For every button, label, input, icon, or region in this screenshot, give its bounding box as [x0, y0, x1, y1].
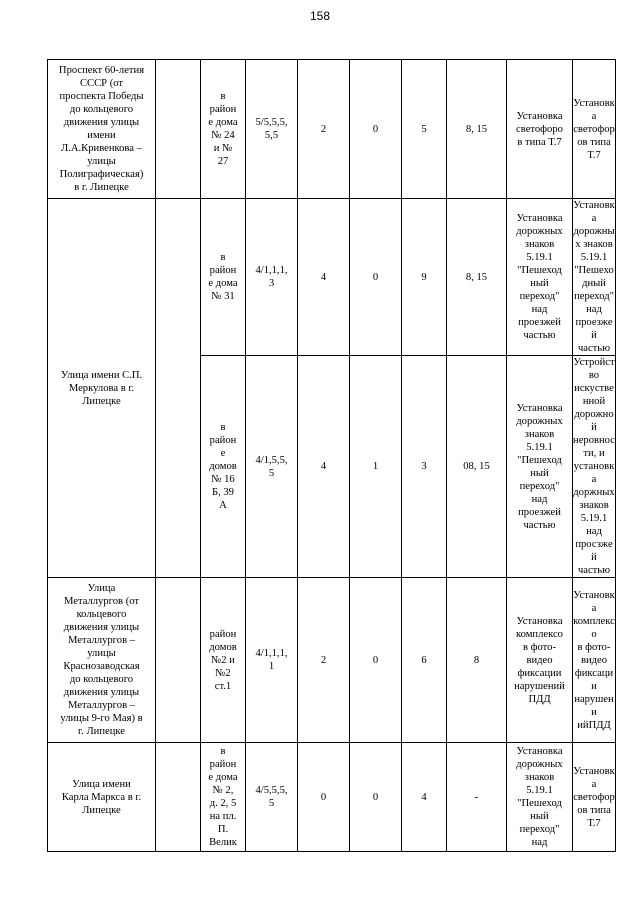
measure-cell: Установка дорожных знаков 5.19.1 "Пешеход ный переход" над	[507, 743, 573, 852]
street-cell: Проспект 60-летия СССР (от проспекта Победы до кольцевого движения улицы имени Л.А.Кривенкова – улицы Полиграфическая) в г. Липецке	[48, 60, 156, 199]
table-row	[48, 578, 616, 743]
value-cell: 4	[298, 356, 350, 578]
value-cell: 0	[350, 199, 402, 356]
location-cell: в район е дома № 31	[201, 199, 246, 356]
table-row	[48, 743, 616, 852]
location-cell: в район е домов № 16 Б, 39 А	[201, 356, 246, 578]
measure-cell: Установка дорожных знаков 5.19.1 "Пешеход ный переход" над проезжей частью	[507, 199, 573, 356]
street-cell: Улица Металлургов (от кольцевого движения улицы Металлургов – улицы Краснозаводская до кольцевого движения улицы Металлургов – улицы 9-го Мая) в г. Липецке	[48, 578, 156, 743]
value-cell: 6	[402, 578, 447, 743]
road-measures-table	[47, 59, 616, 852]
value-cell: 2	[298, 578, 350, 743]
page-number: 158	[309, 9, 331, 23]
location-cell: в район е дома № 24 и № 27	[201, 60, 246, 199]
value-cell: -	[447, 743, 507, 852]
value-cell: 5	[402, 60, 447, 199]
value-cell: 8, 15	[447, 60, 507, 199]
location-cell: район домов №2 и №2 ст.1	[201, 578, 246, 743]
table-row	[48, 199, 616, 356]
empty-cell	[156, 60, 201, 199]
code-cell: 4/1,1,1, 3	[246, 199, 298, 356]
measure-cell: Установка светофоро в типа Т.7	[507, 60, 573, 199]
location-cell: в район е дома № 2, д. 2, 5 на пл. П. Велик	[201, 743, 246, 852]
value-cell: 0	[350, 743, 402, 852]
value-cell: 9	[402, 199, 447, 356]
value-cell: 0	[350, 60, 402, 199]
code-cell: 4/5,5,5, 5	[246, 743, 298, 852]
street-cell: Улица имени Карла Маркса в г. Липецке	[48, 743, 156, 852]
value-cell: 8, 15	[447, 199, 507, 356]
measure-cell: Установк а дорожны х знаков 5.19.1 "Пешехо дный переход" над проезжей частью	[573, 200, 615, 354]
value-cell: 4	[402, 743, 447, 852]
value-cell: 0	[350, 578, 402, 743]
value-cell: 1	[350, 356, 402, 578]
code-cell: 4/1,1,1, 1	[246, 578, 298, 743]
value-cell: 8	[447, 578, 507, 743]
measure-cell: Установк а комплексо в фото- видео фиксации нарушени ийПДД	[573, 578, 616, 743]
measure-cell: Устройст во искустве нной дорожно й неровнос ти, и установк а доржных знаков 5.19.1 над просзжей частью	[573, 357, 615, 576]
table-row	[48, 60, 616, 199]
empty-cell	[156, 743, 201, 852]
code-cell: 5/5,5,5, 5,5	[246, 60, 298, 199]
empty-cell	[156, 199, 201, 578]
measure-cell: Установка комплексо в фото- видео фиксации нарушений ПДД	[507, 578, 573, 743]
measure-cell: Установк а светофор ов типа Т.7	[573, 743, 616, 852]
value-cell: 2	[298, 60, 350, 199]
measure-cell: Установка дорожных знаков 5.19.1 "Пешеход ный переход" над проезжей частью	[507, 356, 573, 578]
code-cell: 4/1,5,5, 5	[246, 356, 298, 578]
empty-cell	[156, 578, 201, 743]
street-cell: Улица имени С.П. Меркулова в г. Липецке	[48, 199, 156, 578]
measure-cell: Установк а светофор ов типа Т.7	[573, 60, 616, 199]
value-cell: 0	[298, 743, 350, 852]
value-cell: 08, 15	[447, 356, 507, 578]
value-cell: 4	[298, 199, 350, 356]
value-cell: 3	[402, 356, 447, 578]
